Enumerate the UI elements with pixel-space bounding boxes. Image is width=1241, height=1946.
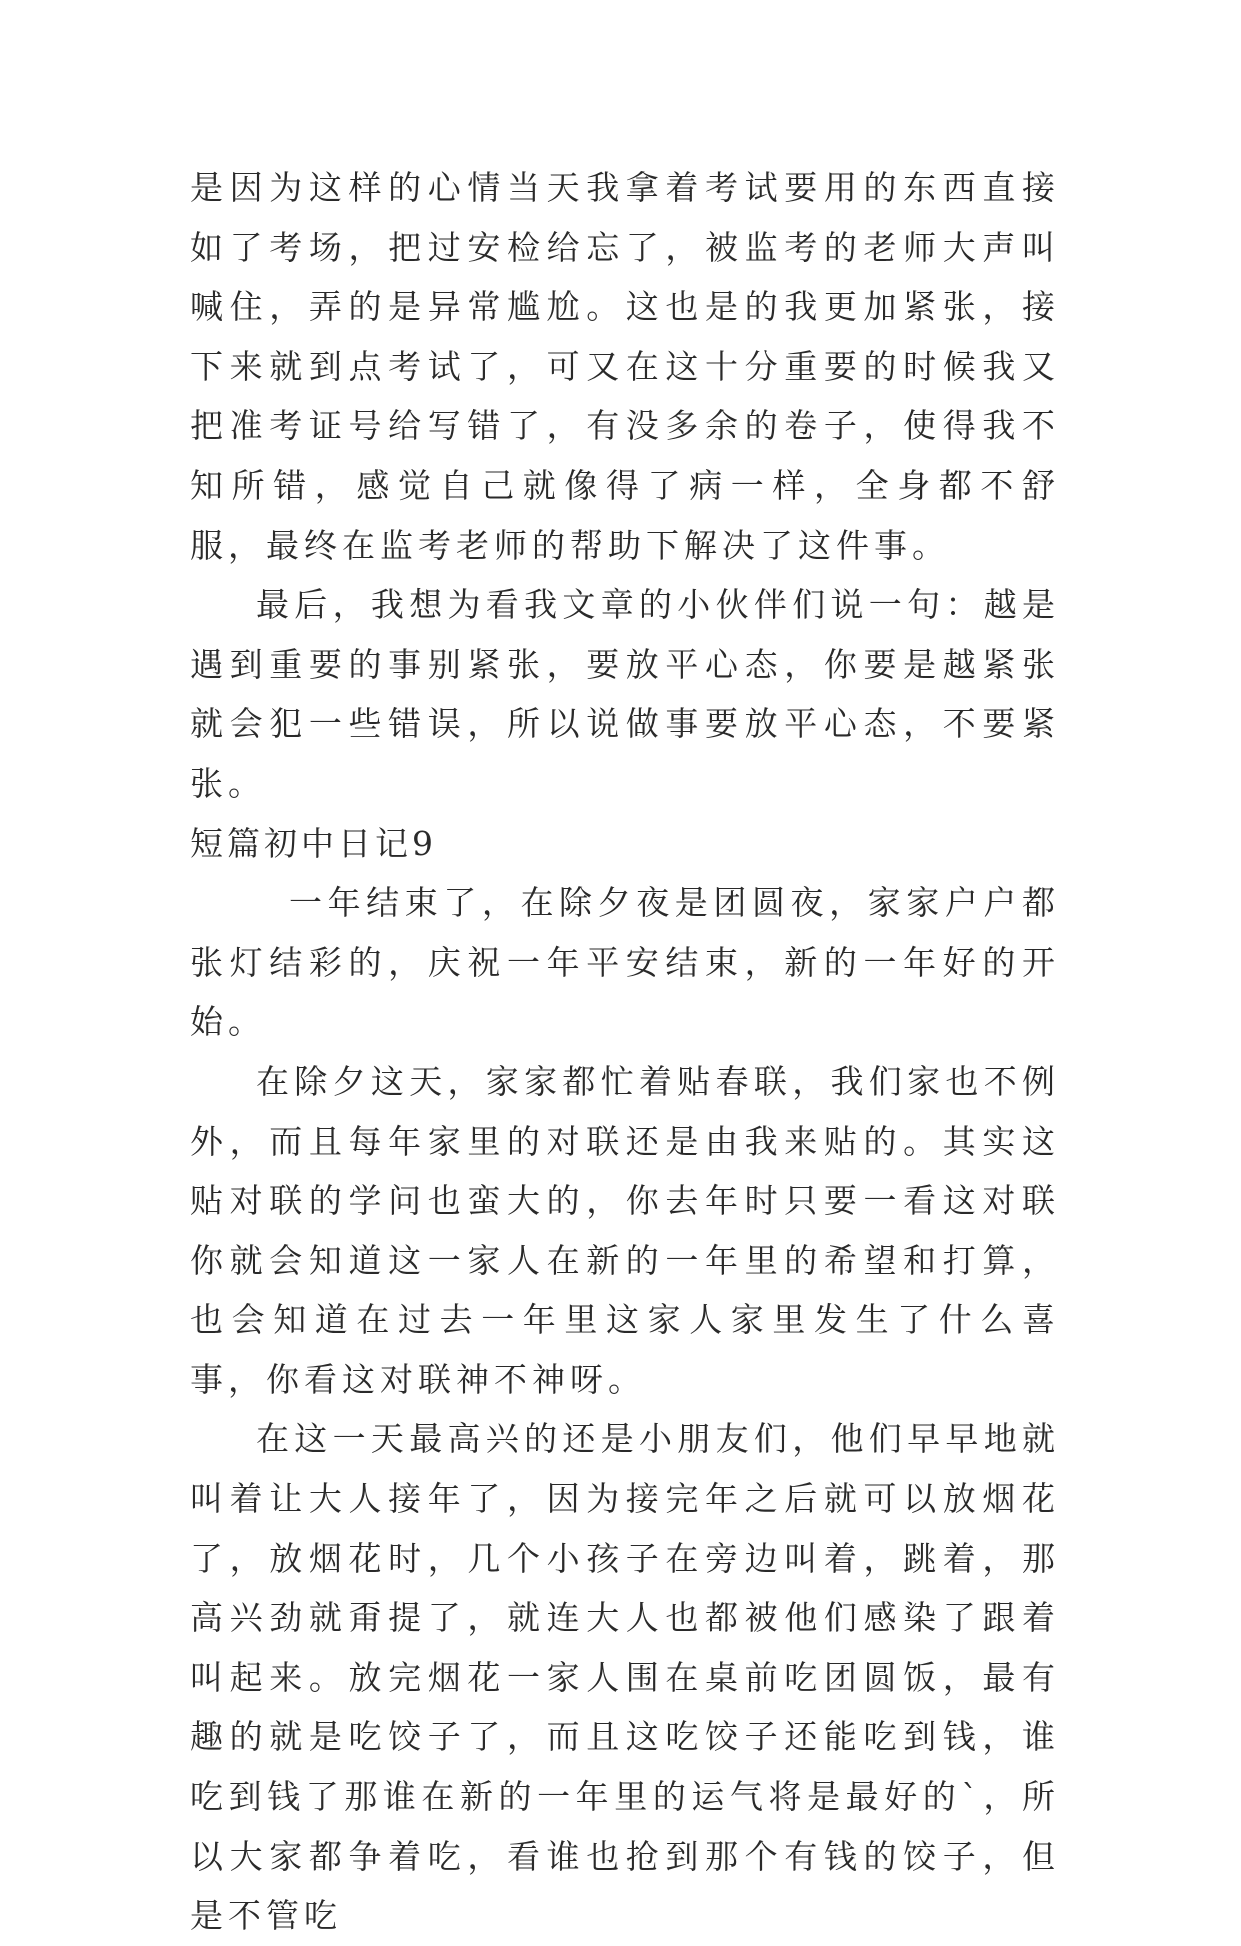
paragraph-advice: 最后，我想为看我文章的小伙伴们说一句：越是遇到重要的事别紧张，要放平心态，你要是越紧张就会犯一些错误，所以说做事要放平心态，不要紧张。 — [190, 585, 1060, 803]
paragraph-couplets: 在除夕这天，家家都忙着贴春联，我们家也不例外，而且每年家里的对联还是由我来贴的。其实这贴对联的学问也蛮大的，你去年时只要一看这对联你就会知道这一家人在新的一年里的希望和打算，也会知道在过去一年里这家人家里发生了什么喜事，你看这对联神不神呀。 — [190, 1061, 1060, 1399]
paragraph-new-year: 一年结束了，在除夕夜是团圆夜，家家户户都张灯结彩的，庆祝一年平安结束，新的一年好的开始。 — [190, 883, 1060, 1042]
paragraph-celebration: 在这一天最高兴的还是小朋友们，他们早早地就叫着让大人接年了，因为接完年之后就可以放烟花了，放烟花时，几个小孩子在旁边叫着，跳着，那高兴劲就甭提了，就连大人也都被他们感染了跟着叫起来。放完烟花一家人围在桌前吃团圆饭，最有趣的就是吃饺子了，而且这吃饺子还能吃到钱，谁吃到钱了那谁在新的一年里的运气将是最好的`，所以大家都争着吃，看谁也抢到那个有钱的饺子，但是不管吃 — [190, 1419, 1060, 1936]
section-heading: 短篇初中日记9 — [190, 823, 437, 863]
document-page — [190, 158, 1060, 1946]
paragraph-exam-story: 是因为这样的心情当天我拿着考试要用的东西直接如了考场，把过安检给忘了，被监考的老师大声叫喊住，弄的是异常尴尬。这也是的我更加紧张，接下来就到点考试了，可又在这十分重要的时候我又把准考证号给写错了，有没多余的卷子，使得我不知所错，感觉自己就像得了病一样，全身都不舒服，最终在监考老师的帮助下解决了这件事。 — [190, 168, 1060, 565]
